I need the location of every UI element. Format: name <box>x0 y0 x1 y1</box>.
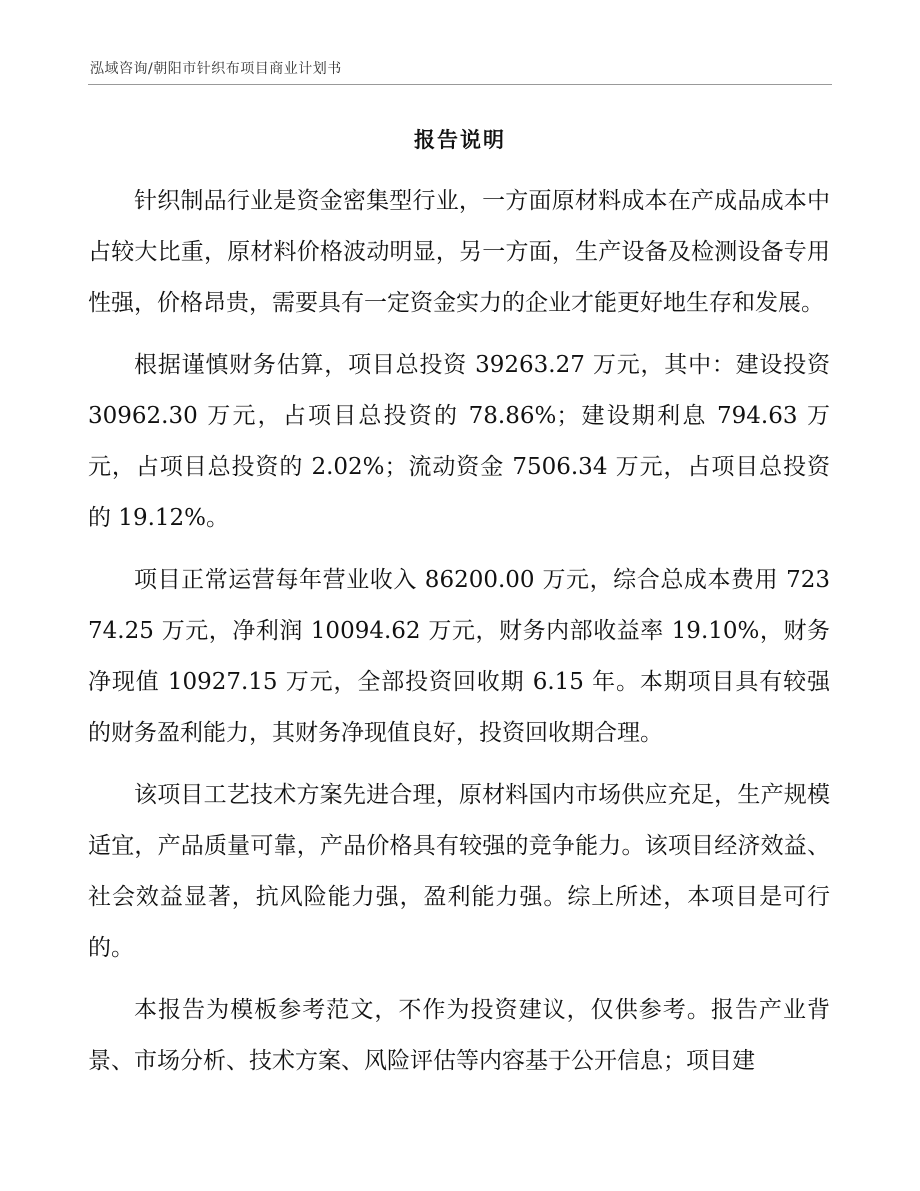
paragraph-feasibility-conclusion: 该项目工艺技术方案先进合理，原材料国内市场供应充足，生产规模适宜，产品质量可靠，产品价格具有较强的竞争能力。该项目经济效益、社会效益显著，抗风险能力强，盈利能力强。综上所述，本项目是可行的。 <box>88 782 830 961</box>
header-divider <box>88 84 832 85</box>
body-text <box>88 176 830 1098</box>
page-title: 报告说明 <box>414 128 506 152</box>
paragraph-industry-overview: 针织制品行业是资金密集型行业，一方面原材料成本在产成品成本中占较大比重，原材料价格波动明显，另一方面，生产设备及检测设备专用性强，价格昂贵，需要具有一定资金实力的企业才能更好地生存和发展。 <box>88 188 830 316</box>
paragraph-investment-estimate: 根据谨慎财务估算，项目总投资 39263.27 万元，其中：建设投资 30962.30 万元，占项目总投资的 78.86%；建设期利息 794.63 万元，占项目总投资的 2.02%；流动资金 7506.34 万元，占项目总投资的 19.12%。 <box>88 352 830 531</box>
paragraph-disclaimer: 本报告为模板参考范文，不作为投资建议，仅供参考。报告产业背景、市场分析、技术方案、风险评估等内容基于公开信息；项目建 <box>88 997 830 1074</box>
paragraph-financial-returns: 项目正常运营每年营业收入 86200.00 万元，综合总成本费用 72374.25 万元，净利润 10094.62 万元，财务内部收益率 19.10%，财务净现值 10927.15 万元，全部投资回收期 6.15 年。本期项目具有较强的财务盈利能力，其财务净现值良好，投资回收期合理。 <box>88 567 830 746</box>
running-header: 泓域咨询/朝阳市针织布项目商业计划书 <box>90 61 342 77</box>
